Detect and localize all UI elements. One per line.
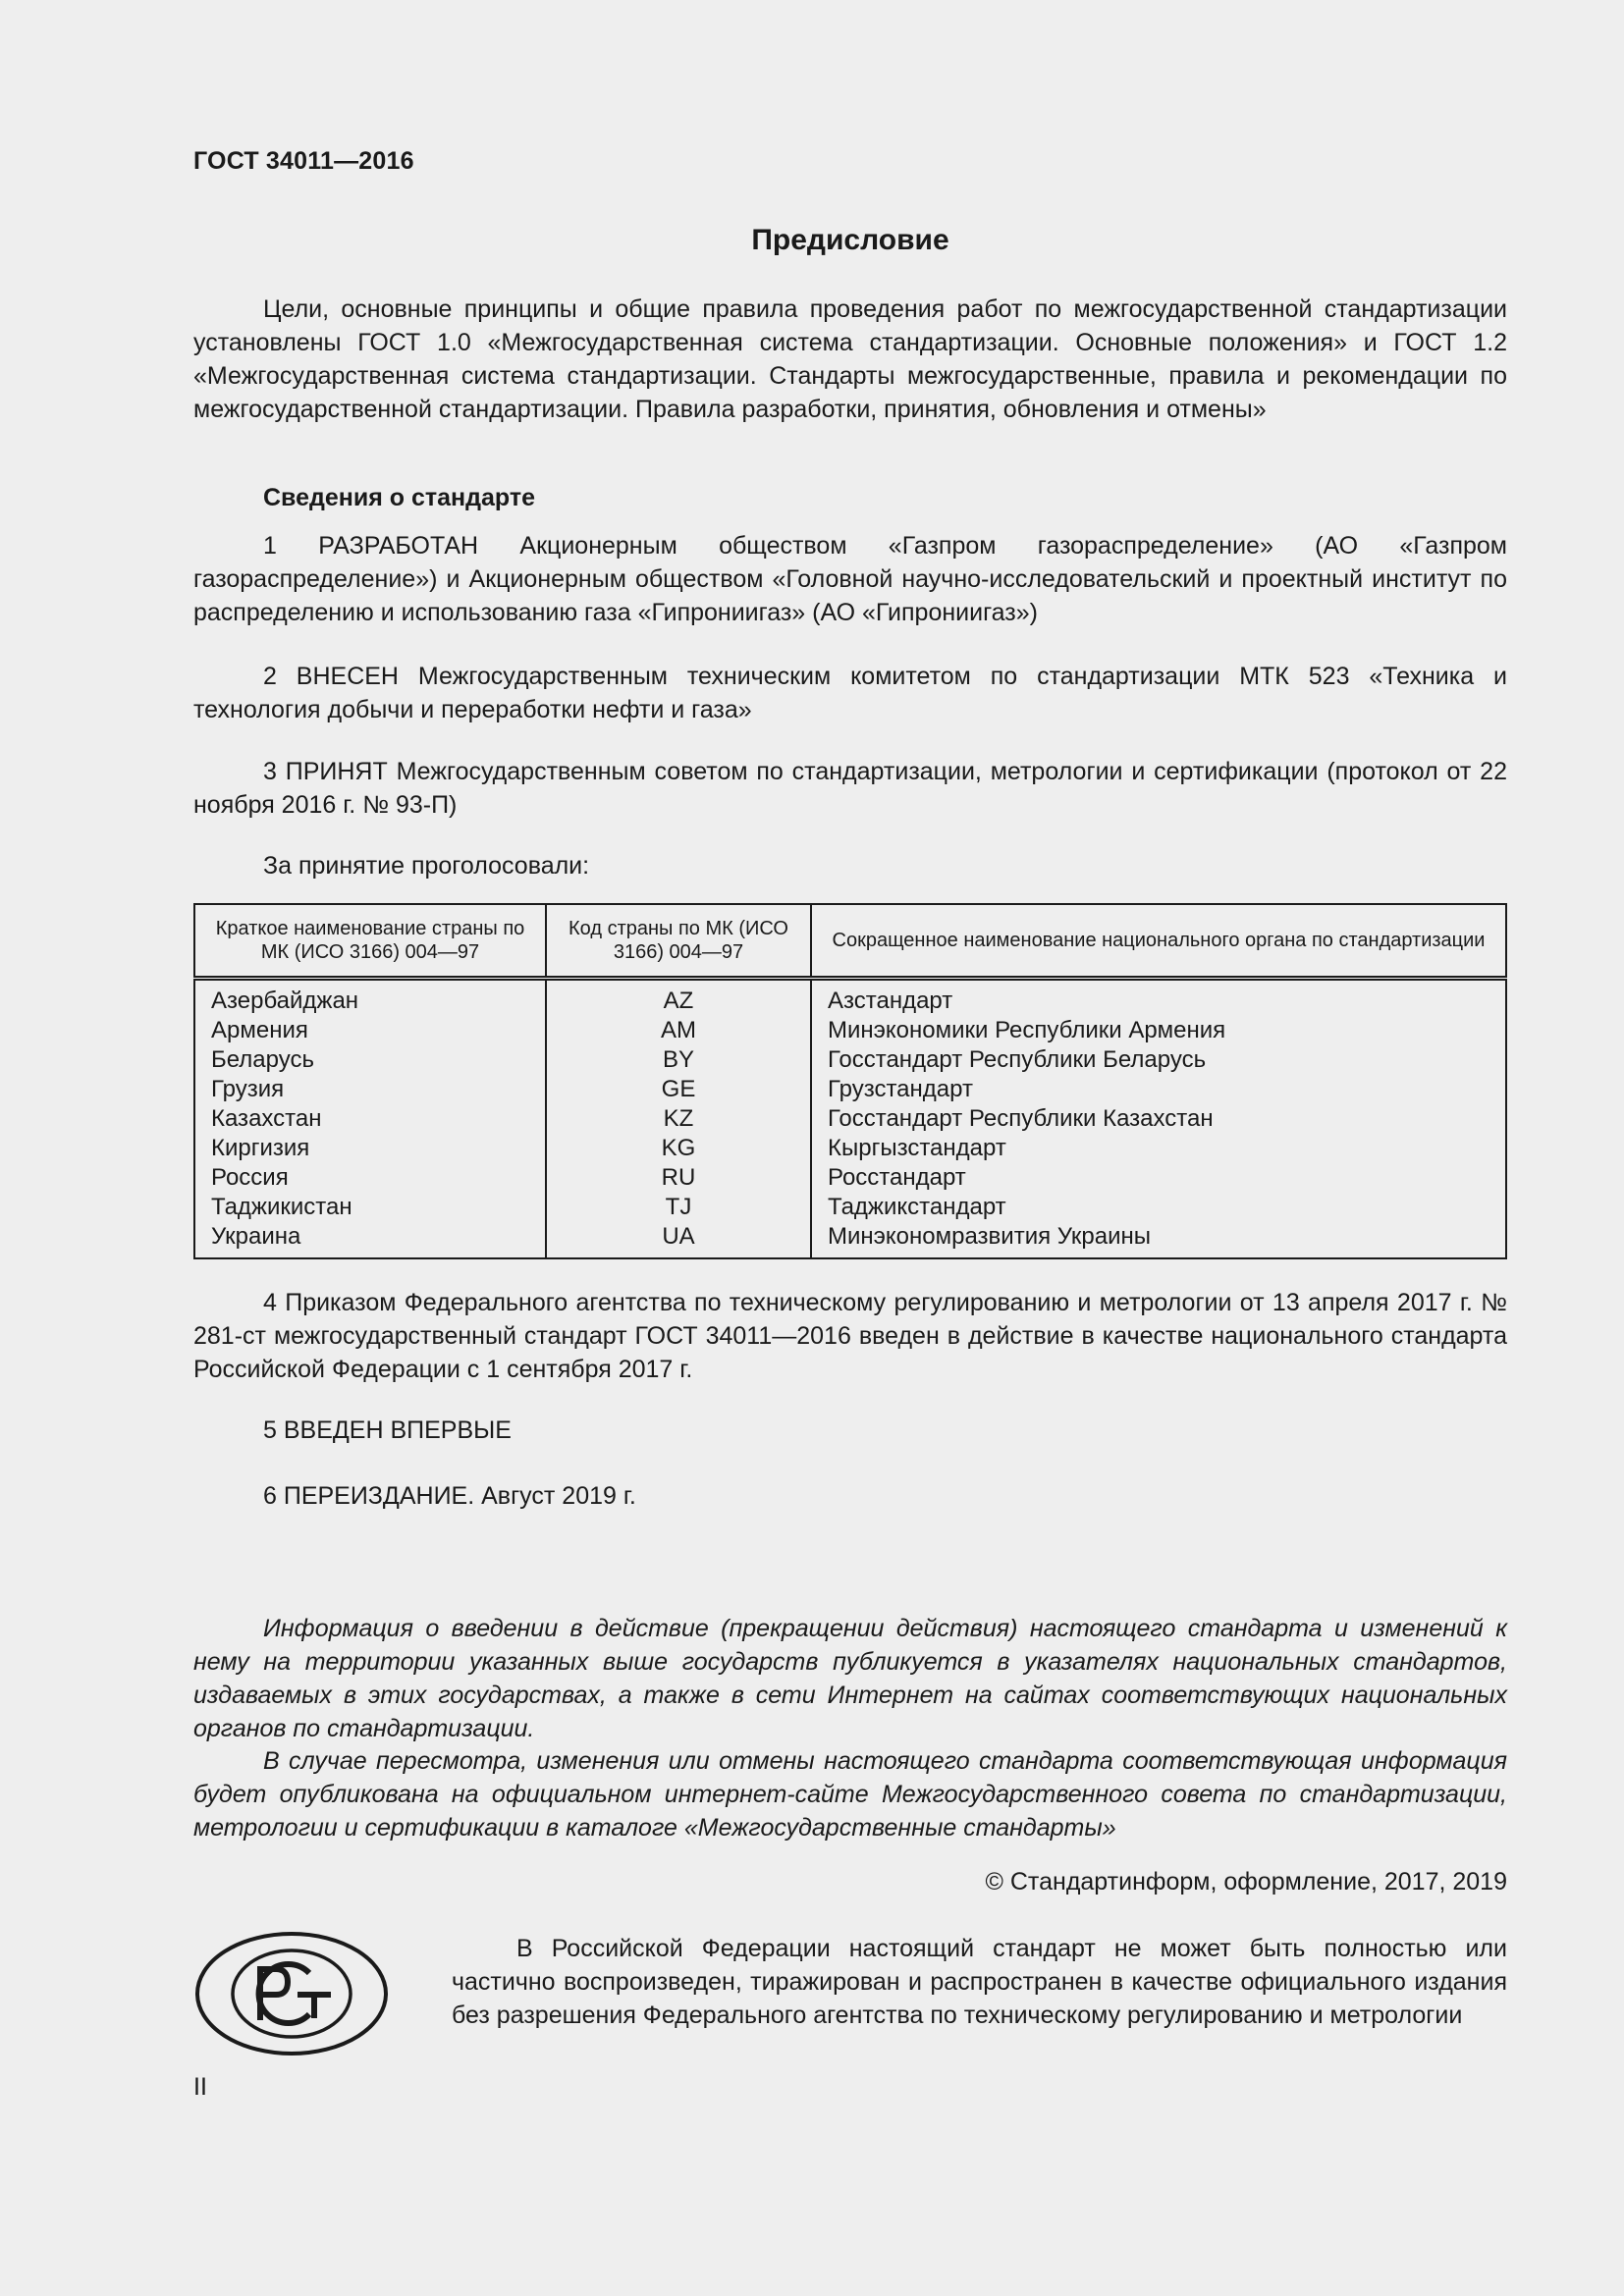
vote-table-header-row [194,904,1506,979]
country-cell: Украина [194,1222,546,1258]
national-body-cell: Таджикстандарт [811,1193,1506,1222]
code-cell: AZ [546,979,811,1017]
table-row [194,1134,1506,1163]
item-adopted: 3 ПРИНЯТ Межгосударственным советом по стандартизации, метрологии и сертификации (протокол от 22 ноября 2016 г. № 93-П) [193,758,1507,819]
header-national-body: Сокращенное наименование национального органа по стандартизации [811,904,1506,979]
page-number: II [193,2073,207,2101]
national-body-cell: Минэкономики Республики Армения [811,1016,1506,1045]
code-cell: RU [546,1163,811,1193]
item-developed: 1 РАЗРАБОТАН Акционерным обществом «Газпром газораспределение» (АО «Газпром газораспределение») и Акционерным обществом «Головной научно-исследовательский и проектный институт по распределению и использованию газа «Гипрониигаз» (АО «Гипрониигаз») [193,532,1507,626]
table-row [194,1045,1506,1075]
section-heading: Сведения о стандарте [263,484,536,511]
vote-table [193,903,1507,1259]
copyright-line: © Стандартинформ, оформление, 2017, 2019 [985,1868,1507,1896]
national-body-cell: Госстандарт Республики Казахстан [811,1104,1506,1134]
item-reissue: 6 ПЕРЕИЗДАНИЕ. Август 2019 г. [263,1482,636,1510]
national-body-cell: Росстандарт [811,1163,1506,1193]
national-body-cell: Минэкономразвития Украины [811,1222,1506,1258]
code-cell: TJ [546,1193,811,1222]
vote-intro: За принятие проголосовали: [263,852,590,880]
country-cell: Азербайджан [194,979,546,1017]
country-cell: Россия [194,1163,546,1193]
header-code: Код страны по МК (ИСО 3166) 004—97 [546,904,811,979]
item-order: 4 Приказом Федерального агентства по техническому регулированию и метрологии от 13 апреля 2017 г. № 281-ст межгосударственный стандарт ГОСТ 34011—2016 введен в действие в качестве национального стандарта Российской Федерации с 1 сентября 2017 г. [193,1289,1507,1383]
table-row [194,1075,1506,1104]
table-row [194,1222,1506,1258]
code-cell: GE [546,1075,811,1104]
code-cell: AM [546,1016,811,1045]
national-body-cell: Азстандарт [811,979,1506,1017]
table-row [194,1163,1506,1193]
code-cell: KZ [546,1104,811,1134]
item-introduced: 2 ВНЕСЕН Межгосударственным техническим комитетом по стандартизации МТК 523 «Техника и технология добычи и переработки нефти и газа» [193,663,1507,723]
country-cell: Киргизия [194,1134,546,1163]
country-cell: Беларусь [194,1045,546,1075]
national-body-cell: Грузстандарт [811,1075,1506,1104]
rst-certification-mark-icon [193,1930,390,2057]
code-cell: KG [546,1134,811,1163]
info-note: Информация о введении в действие (прекращении действия) настоящего стандарта и изменений к нему на территории указанных выше государств публикуется в указателях национальных стандартов, издаваемых в этих государствах, а также в сети Интернет на сайтах соответствующих национальных органов по стандартизации. [193,1615,1507,1742]
table-row [194,1193,1506,1222]
intro-paragraph: Цели, основные принципы и общие правила проведения работ по межгосударственной стандартизации установлены ГОСТ 1.0 «Межгосударственная система стандартизации. Основные положения» и ГОСТ 1.2 «Межгосударственная система стандартизации. Стандарты межгосударственные, правила и рекомендации по межгосударственной стандартизации. Правила разработки, принятия, обновления и отмены» [193,295,1507,423]
country-cell: Армения [194,1016,546,1045]
table-row [194,979,1506,1017]
national-body-cell: Кыргызстандарт [811,1134,1506,1163]
copyright-notice: В Российской Федерации настоящий стандарт не может быть полностью или частично воспроизведен, тиражирован и распространен в качестве официального издания без разрешения Федерального агентства по техническому регулированию и метрологии [452,1935,1507,2029]
item-first-time: 5 ВВЕДЕН ВПЕРВЫЕ [263,1416,512,1444]
table-row [194,1104,1506,1134]
code-cell: UA [546,1222,811,1258]
national-body-cell: Госстандарт Республики Беларусь [811,1045,1506,1075]
document-id: ГОСТ 34011—2016 [193,147,414,175]
country-cell: Грузия [194,1075,546,1104]
header-country: Краткое наименование страны по МК (ИСО 3166) 004—97 [194,904,546,979]
revision-note: В случае пересмотра, изменения или отмены настоящего стандарта соответствующая информация будет опубликована на официальном интернет-сайте Межгосударственного совета по стандартизации, метрологии и сертификации в каталоге «Межгосударственные стандарты» [193,1747,1507,1842]
table-row [194,1016,1506,1045]
code-cell: BY [546,1045,811,1075]
country-cell: Таджикистан [194,1193,546,1222]
page-title: Предисловие [751,224,949,256]
country-cell: Казахстан [194,1104,546,1134]
